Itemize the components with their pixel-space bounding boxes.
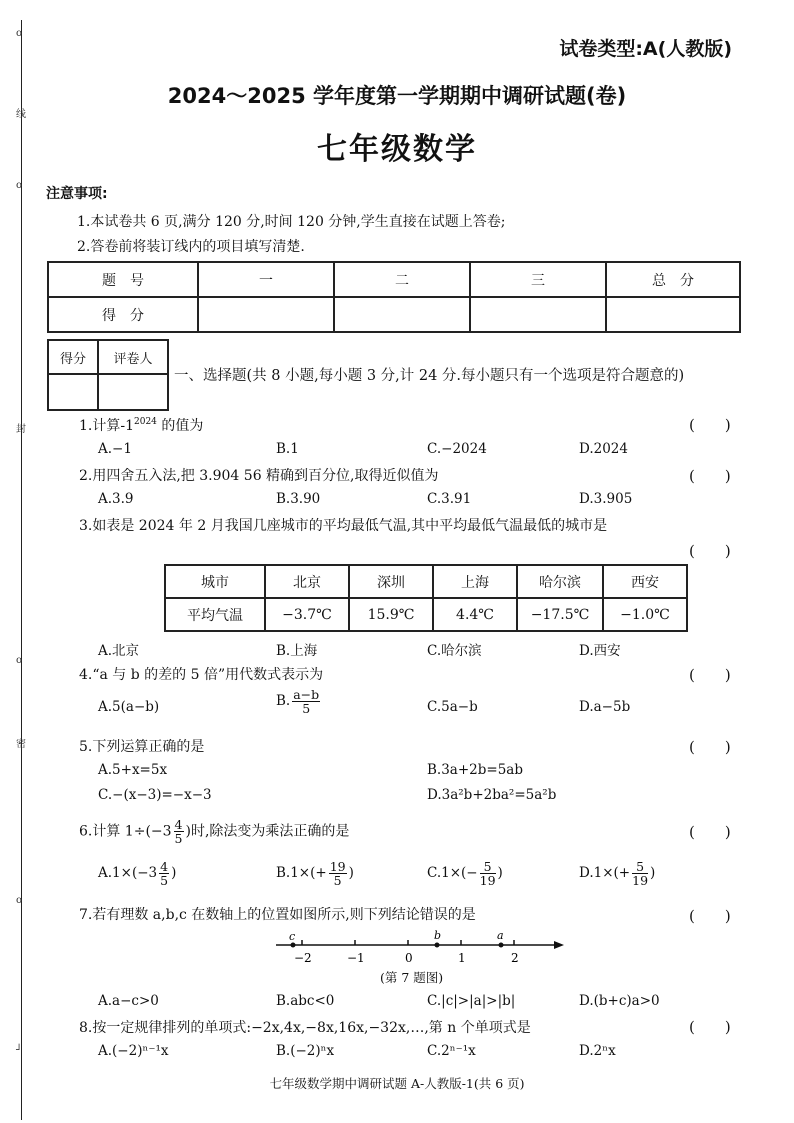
answer-blank[interactable]: ( ) [689,542,731,560]
score-table-label: 得 分 [48,297,198,332]
fraction [632,860,648,887]
question-stem: )时,除法变为乘法正确的是 [185,823,350,840]
option-a[interactable]: A.−1 [98,441,132,457]
question-stem: 6.计算 1÷(−3 [79,823,172,840]
table-cell: −3.7℃ [265,598,349,631]
point-label: b [434,929,442,942]
answer-blank[interactable]: ( ) [689,666,731,684]
table-header-cell: 北京 [265,565,349,598]
option-c[interactable]: C.|c|>|a|>|b| [427,993,516,1009]
grader-name-cell[interactable] [98,374,168,410]
score-table-header: 一 [198,262,334,297]
numerator: 5 [480,860,496,874]
question-7: 7.若有理数 a,b,c 在数轴上的位置如图所示,则下列结论错误的是 [79,907,476,923]
page-footer: 七年级数学期中调研试题 A-人教版-1(共 6 页) [269,1076,525,1091]
option-b[interactable]: B.上海 [276,643,318,659]
answer-blank[interactable]: ( ) [689,416,731,434]
exam-title: 2024～2025 学年度第一学期期中调研试题(卷) [167,84,627,108]
question-4: 4.“a 与 b 的差的 5 倍”用代数式表示为 [79,667,324,683]
table-header-cell: 哈尔滨 [517,565,603,598]
binding-char-feng: 封 [16,424,26,435]
option-a[interactable]: A.a−c>0 [98,993,159,1009]
number-line-figure [270,928,570,968]
numerator: 19 [329,859,346,874]
binding-corner-mark: ┘ [16,1045,23,1056]
denominator: 5 [302,701,311,717]
table-header-cell: 上海 [433,565,517,598]
option-text: ) [650,865,656,882]
numerator: a−b [293,687,320,702]
fraction [329,860,347,887]
question-stem: 1.计算-1 [79,418,134,434]
score-table-header: 二 [334,262,470,297]
notes-heading: 注意事项: [46,186,108,202]
numerator: 4 [160,859,169,874]
point-label: a [497,929,504,942]
point-b [435,943,440,948]
tick-label: −2 [294,951,312,965]
option-b[interactable]: B.(−2)ⁿx [276,1043,335,1059]
option-b[interactable] [276,860,354,887]
fraction [292,688,320,715]
score-cell[interactable] [334,297,470,332]
subject-title: 七年级数学 [317,132,477,167]
fraction [480,860,496,887]
grader-score-label: 得分 [48,340,98,374]
question-stem: 的值为 [156,418,204,434]
point-label: c [289,930,296,943]
binding-char-mi: 密 [16,739,26,750]
option-d[interactable]: D.西安 [579,643,621,659]
option-text: B.1×(+ [276,865,327,882]
option-text: ) [171,865,177,882]
option-c[interactable]: C.5a−b [427,699,478,715]
score-table-header: 三 [470,262,606,297]
option-d[interactable]: D.3a²b+2ba²=5a²b [427,787,557,803]
option-d[interactable]: D.2ⁿx [579,1043,616,1059]
question-6 [79,818,349,845]
figure-caption: (第 7 题图) [380,970,444,985]
option-c[interactable]: C.哈尔滨 [427,643,482,659]
option-c[interactable] [427,860,503,887]
option-d[interactable] [579,860,655,887]
option-c[interactable]: C.−2024 [427,441,487,457]
question-1 [79,415,203,435]
grader-table [47,339,169,411]
denominator: 5 [160,873,169,889]
number-line-arrow-icon [554,941,564,949]
option-prefix: B. [276,693,291,710]
option-text: ) [348,865,354,882]
grader-score-cell[interactable] [48,374,98,410]
score-table [47,261,741,333]
grader-name-label: 评卷人 [98,340,168,374]
question-2: 2.用四舍五入法,把 3.904 56 精确到百分位,取得近似值为 [79,468,439,484]
option-c[interactable]: C.−(x−3)=−x−3 [98,787,212,803]
note-item: 2.答卷前将装订线内的项目填写清楚. [77,239,305,255]
point-c [291,943,296,948]
table-cell: 平均气温 [165,598,265,631]
tick-label: 0 [405,951,413,965]
table-cell: −1.0℃ [603,598,687,631]
answer-blank[interactable]: ( ) [689,738,731,756]
answer-blank[interactable]: ( ) [689,823,731,841]
option-a[interactable]: A.5+x=5x [98,762,168,778]
point-a [499,943,504,948]
answer-blank[interactable]: ( ) [689,1018,731,1036]
section-title: 一、选择题(共 8 小题,每小题 3 分,计 24 分.每小题只有一个选项是符合题意的) [174,368,685,384]
fraction [159,860,169,887]
binding-circle-mark: o [16,655,23,666]
numerator: 5 [632,860,648,874]
option-c[interactable]: C.3.91 [427,491,472,507]
question-5: 5.下列运算正确的是 [79,739,205,755]
table-cell: 4.4℃ [433,598,517,631]
option-a[interactable]: A.3.9 [98,491,134,507]
score-table-label: 题 号 [48,262,198,297]
option-b[interactable]: B.1 [276,441,299,457]
option-text: A.1×(−3 [98,865,158,882]
numerator: 4 [174,817,183,832]
option-b[interactable]: B.3a+2b=5ab [427,762,523,778]
option-d[interactable]: D.2024 [579,441,628,457]
table-header-cell: 城市 [165,565,265,598]
binding-circle-mark: o [16,895,23,906]
option-d[interactable]: D.(b+c)a>0 [579,993,660,1009]
option-a[interactable] [98,860,176,887]
question-8: 8.按一定规律排列的单项式:−2x,4x,−8x,16x,−32x,…,第 n 个单项式是 [79,1020,531,1036]
denominator: 5 [333,873,342,889]
score-cell[interactable] [470,297,606,332]
paper-type: 试卷类型:A(人教版) [559,38,732,60]
option-b[interactable]: B.abc<0 [276,993,335,1009]
score-cell[interactable] [606,297,740,332]
answer-blank[interactable]: ( ) [689,907,731,925]
tick-label: 2 [511,951,519,965]
option-c[interactable]: C.2ⁿ⁻¹x [427,1043,476,1059]
exponent: 2024 [134,417,157,427]
option-text: D.1×(+ [579,865,631,882]
option-d[interactable]: D.a−5b [579,699,631,715]
table-cell: −17.5℃ [517,598,603,631]
tick-label: 1 [458,951,466,965]
tick-label: −1 [347,951,365,965]
option-a[interactable]: A.(−2)ⁿ⁻¹x [98,1043,169,1059]
answer-blank[interactable]: ( ) [689,467,731,485]
binding-circle-mark: o [16,180,23,191]
option-b[interactable] [276,688,322,715]
city-temperature-table [164,564,688,632]
question-3: 3.如表是 2024 年 2 月我国几座城市的平均最低气温,其中平均最低气温最低的城市是 [79,518,608,534]
binding-circle-mark: o [16,28,23,39]
table-cell: 15.9℃ [349,598,433,631]
option-b[interactable]: B.3.90 [276,491,321,507]
note-item: 1.本试卷共 6 页,满分 120 分,时间 120 分钟,学生直接在试题上答卷; [77,214,506,230]
score-table-header: 总 分 [606,262,740,297]
denominator: 5 [174,831,183,847]
table-header-cell: 西安 [603,565,687,598]
fraction [174,818,184,845]
denominator: 19 [632,873,649,889]
option-text: C.1×(− [427,865,478,882]
option-a[interactable]: A.5(a−b) [98,699,160,715]
binding-char-xian: 线 [16,109,26,120]
option-text: ) [497,865,503,882]
denominator: 19 [479,873,496,889]
option-d[interactable]: D.3.905 [579,491,633,507]
option-a[interactable]: A.北京 [98,643,140,659]
table-header-cell: 深圳 [349,565,433,598]
score-cell[interactable] [198,297,334,332]
